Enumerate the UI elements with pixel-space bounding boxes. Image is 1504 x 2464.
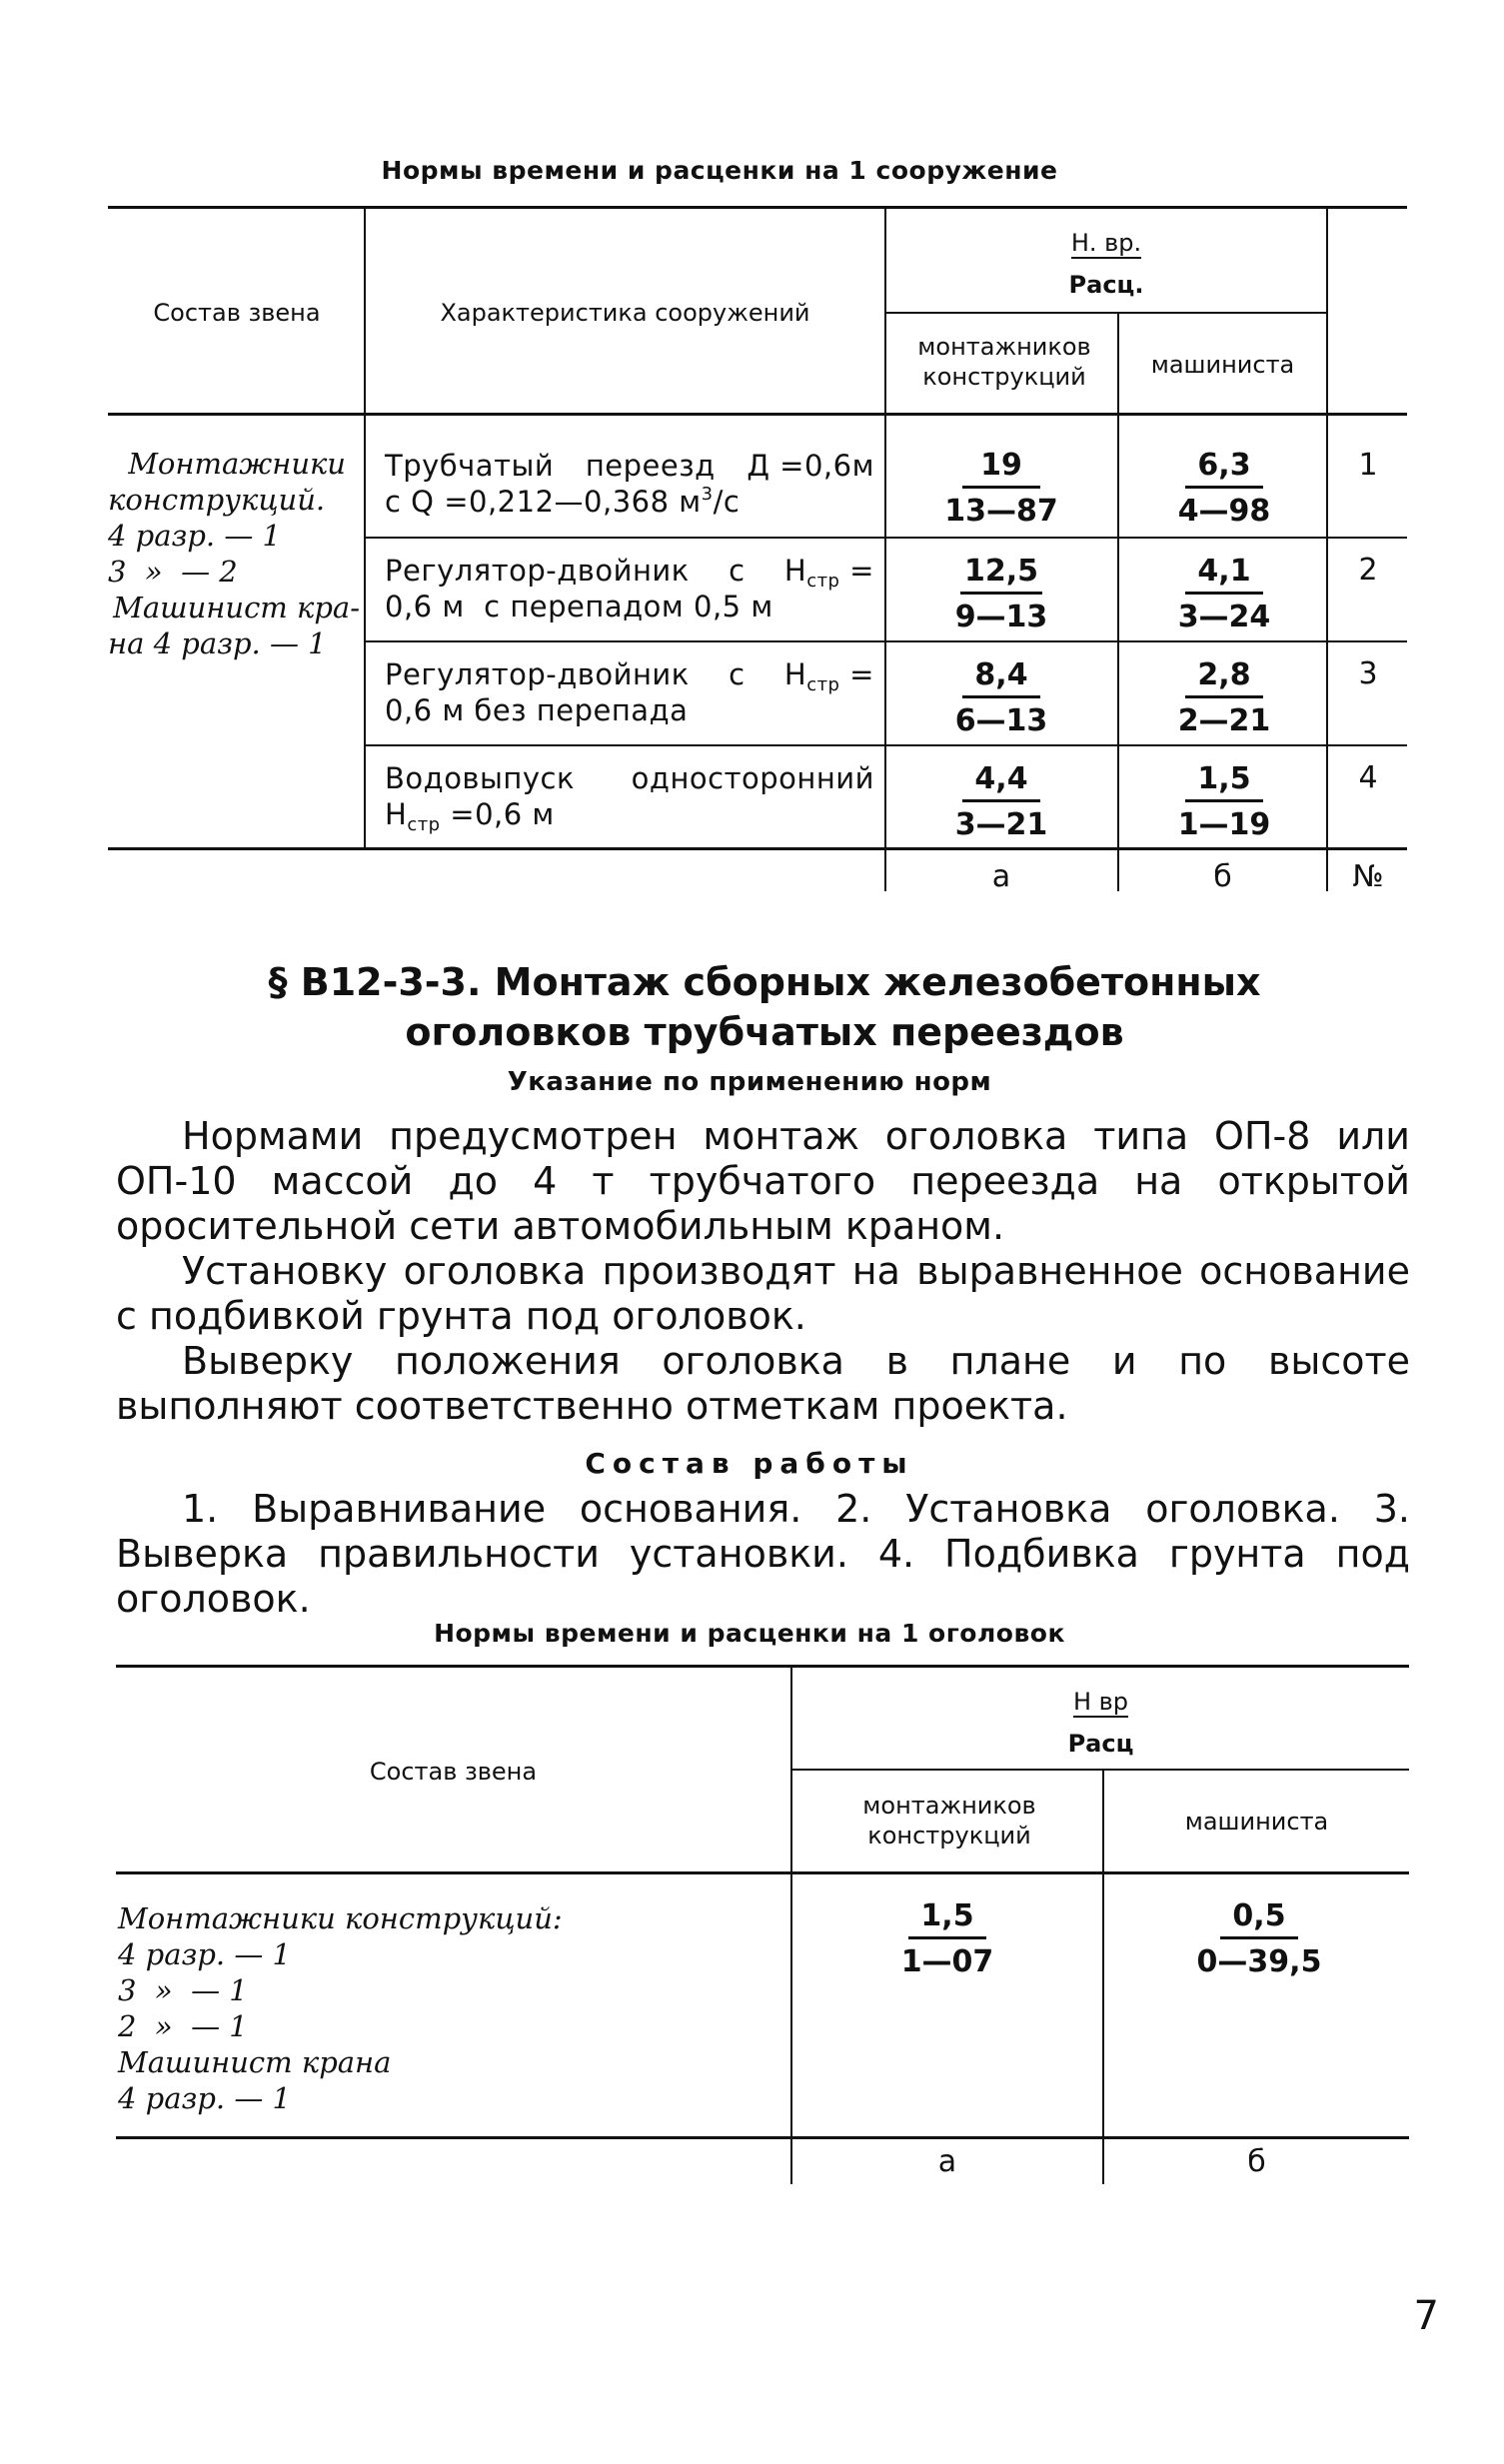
table1-row-4-characteristic: Водовыпуск односторонний $Н_{стр} =0,6$ м bbox=[385, 761, 874, 835]
table2-footer-a: а bbox=[937, 2144, 957, 2179]
table1-footer-b: б bbox=[1213, 859, 1232, 894]
table1-row-3-mounters-value: $\frac{8,4}{6—13}$ bbox=[954, 657, 1048, 738]
table1-row-2-characteristic: Регулятор-двойник с $Н_{стр}$ = 0,6 м с перепадом 0,5 м bbox=[385, 554, 874, 623]
table2-header-norm-time: Н вр bbox=[1072, 1688, 1129, 1716]
table1-header-norm-time: Н. вр. bbox=[1070, 229, 1142, 257]
table2-header-rate: Расц bbox=[1067, 1730, 1134, 1758]
table1-row-1-operator-value: $\frac{6,3}{4—98}$ bbox=[1177, 448, 1271, 529]
table1-row-2-mounters-value: $\frac{12,5}{9—13}$ bbox=[954, 554, 1048, 634]
table1-footer-a: а bbox=[991, 859, 1011, 894]
table1-caption: Нормы времени и расценки на 1 сооружение bbox=[381, 156, 1058, 185]
table1-header-rate: Расц. bbox=[1068, 271, 1144, 299]
table1-row-4-operator-value: $\frac{1,5}{1—19}$ bbox=[1177, 761, 1271, 842]
table1-row-2-number: 2 bbox=[1358, 553, 1378, 588]
section-subtitle: Указание по применению норм bbox=[507, 1067, 992, 1097]
table1-footer-number: № bbox=[1352, 859, 1384, 894]
work-heading: Состав работы bbox=[585, 1447, 914, 1480]
table1-row-4-mounters-value: $\frac{4,4}{3—21}$ bbox=[954, 761, 1048, 842]
table2-header-operator: машиниста bbox=[1184, 1808, 1329, 1836]
table1-row-1-number: 1 bbox=[1358, 448, 1378, 483]
table1-header-composition: Состав звена bbox=[153, 299, 321, 327]
table1-header-operator: машиниста bbox=[1150, 351, 1295, 379]
table1-composition: Монтажники конструкций. 4 разр. — 1 3 » — 2 Машинист кра- на 4 разр. — 1 bbox=[108, 447, 360, 660]
table2-header-composition: Состав звена bbox=[369, 1758, 538, 1786]
paragraph-2: Установку оголовка производят на выравненное основание с подбивкой грунта под оголовок. bbox=[116, 1249, 1410, 1338]
paragraph-1: Нормами предусмотрен монтаж оголовка типа ОП-8 или ОП-10 массой до 4 т трубчатого переезда на открытой оросительной сети автомобильным краном. bbox=[116, 1114, 1410, 1248]
table2-caption: Нормы времени и расценки на 1 оголовок bbox=[434, 1619, 1065, 1648]
paragraph-3: Выверку положения оголовка в плане и по высоте выполняют соответственно отметкам проекта. bbox=[116, 1339, 1410, 1428]
table1-header-characteristic: Характеристика сооружений bbox=[440, 299, 810, 327]
section-title: § В12-3-3. Монтаж сборных железобетонных оголовков трубчатых переездов bbox=[268, 960, 1261, 1054]
table1-row-4-number: 4 bbox=[1358, 760, 1378, 795]
table2-footer-b: б bbox=[1247, 2144, 1266, 2179]
table1-row-3-operator-value: $\frac{2,8}{2—21}$ bbox=[1177, 657, 1271, 738]
table1-row-3-characteristic: Регулятор-двойник с $Н_{стр}$ = 0,6 м без перепада bbox=[385, 657, 874, 727]
table2-operator-value: $\frac{0,5}{0—39,5}$ bbox=[1196, 1898, 1322, 1979]
table2-composition: Монтажники конструкций: 4 разр. — 1 3 » — 1 2 » — 1 Машинист крана 4 разр. — 1 bbox=[118, 1901, 563, 2115]
table1-row-1-characteristic: Трубчатый переезд Д =0,6м с Q =0,212—0,368 $м^3/с$ bbox=[385, 449, 874, 519]
table1-header-mounters: монтажников конструкций bbox=[917, 333, 1091, 391]
table1-row-2-operator-value: $\frac{4,1}{3—24}$ bbox=[1177, 554, 1271, 634]
work-steps: 1. Выравнивание основания. 2. Установка оголовка. 3. Выверка правильности установки. 4. Подбивка грунта под оголовок. bbox=[116, 1487, 1410, 1621]
section-instructions bbox=[116, 1114, 1410, 1429]
table1-row-1-mounters-value: $\frac{19}{13—87}$ bbox=[944, 448, 1058, 529]
table1-row-3-number: 3 bbox=[1358, 656, 1378, 691]
table2-header-mounters: монтажников конструкций bbox=[862, 1792, 1036, 1849]
page-number: 7 bbox=[1413, 2293, 1439, 2339]
table2-mounters-value: $\frac{1,5}{1—07}$ bbox=[900, 1898, 994, 1979]
